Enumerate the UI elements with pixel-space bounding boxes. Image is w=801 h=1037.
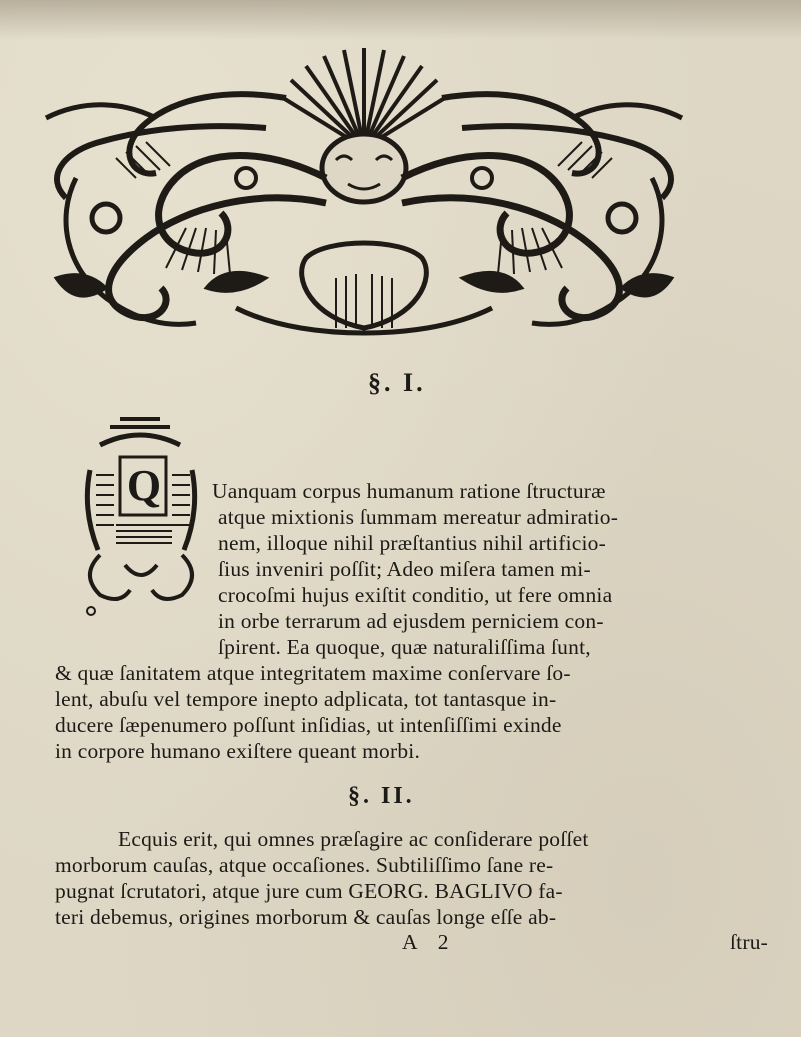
signature-mark: A 2 [402, 930, 457, 954]
body-line-11: in corpore humano exiſtere queant morbi. [55, 739, 421, 763]
body-line-15: teri debemus, origines morborum & cauſas longe eſſe ab- [55, 905, 557, 929]
body-line-10: ducere ſæpenumero poſſunt inſidias, ut intenſiſſimi exinde [55, 713, 562, 737]
body-line-1: Uanquam corpus humanum ratione ſtructuræ [212, 479, 606, 503]
body-line-9: lent, abuſu vel tempore inepto adplicata, tot tantasque in- [55, 687, 557, 711]
initial-letter: Q [126, 461, 162, 510]
body-line-14: pugnat ſcrutatori, atque jure cum GEORG. BAGLIVO fa- [55, 879, 563, 903]
section-heading-2: §. II. [348, 783, 415, 809]
body-line-12: Ecquis erit, qui omnes præſagire ac conſiderare poſſet [118, 827, 589, 851]
body-line-13: morborum cauſas, atque occaſiones. Subtiliſſimo ſane re- [55, 853, 554, 877]
body-line-6: in orbe terrarum ad ejusdem perniciem con- [218, 609, 604, 633]
decorated-initial [80, 415, 202, 620]
body-line-7: ſpirent. Ea quoque, quæ naturaliſſima ſunt, [218, 635, 591, 659]
headpiece-ornament-icon [36, 28, 692, 340]
section-heading-1: §. I. [368, 368, 426, 397]
body-line-3: nem, illoque nihil præſtantius nihil artificio- [218, 531, 606, 555]
body-line-4: ſius inveniri poſſit; Adeo miſera tamen mi- [218, 557, 591, 581]
decorated-initial-frame-icon [80, 415, 202, 620]
catchword: ſtru- [730, 930, 769, 954]
body-line-5: crocoſmi hujus exiſtit conditio, ut fere omnia [218, 583, 613, 607]
body-line-8: & quæ ſanitatem atque integritatem maxime conſervare ſo- [55, 661, 571, 685]
body-line-2: atque mixtionis ſummam mereatur admiratio- [218, 505, 619, 529]
